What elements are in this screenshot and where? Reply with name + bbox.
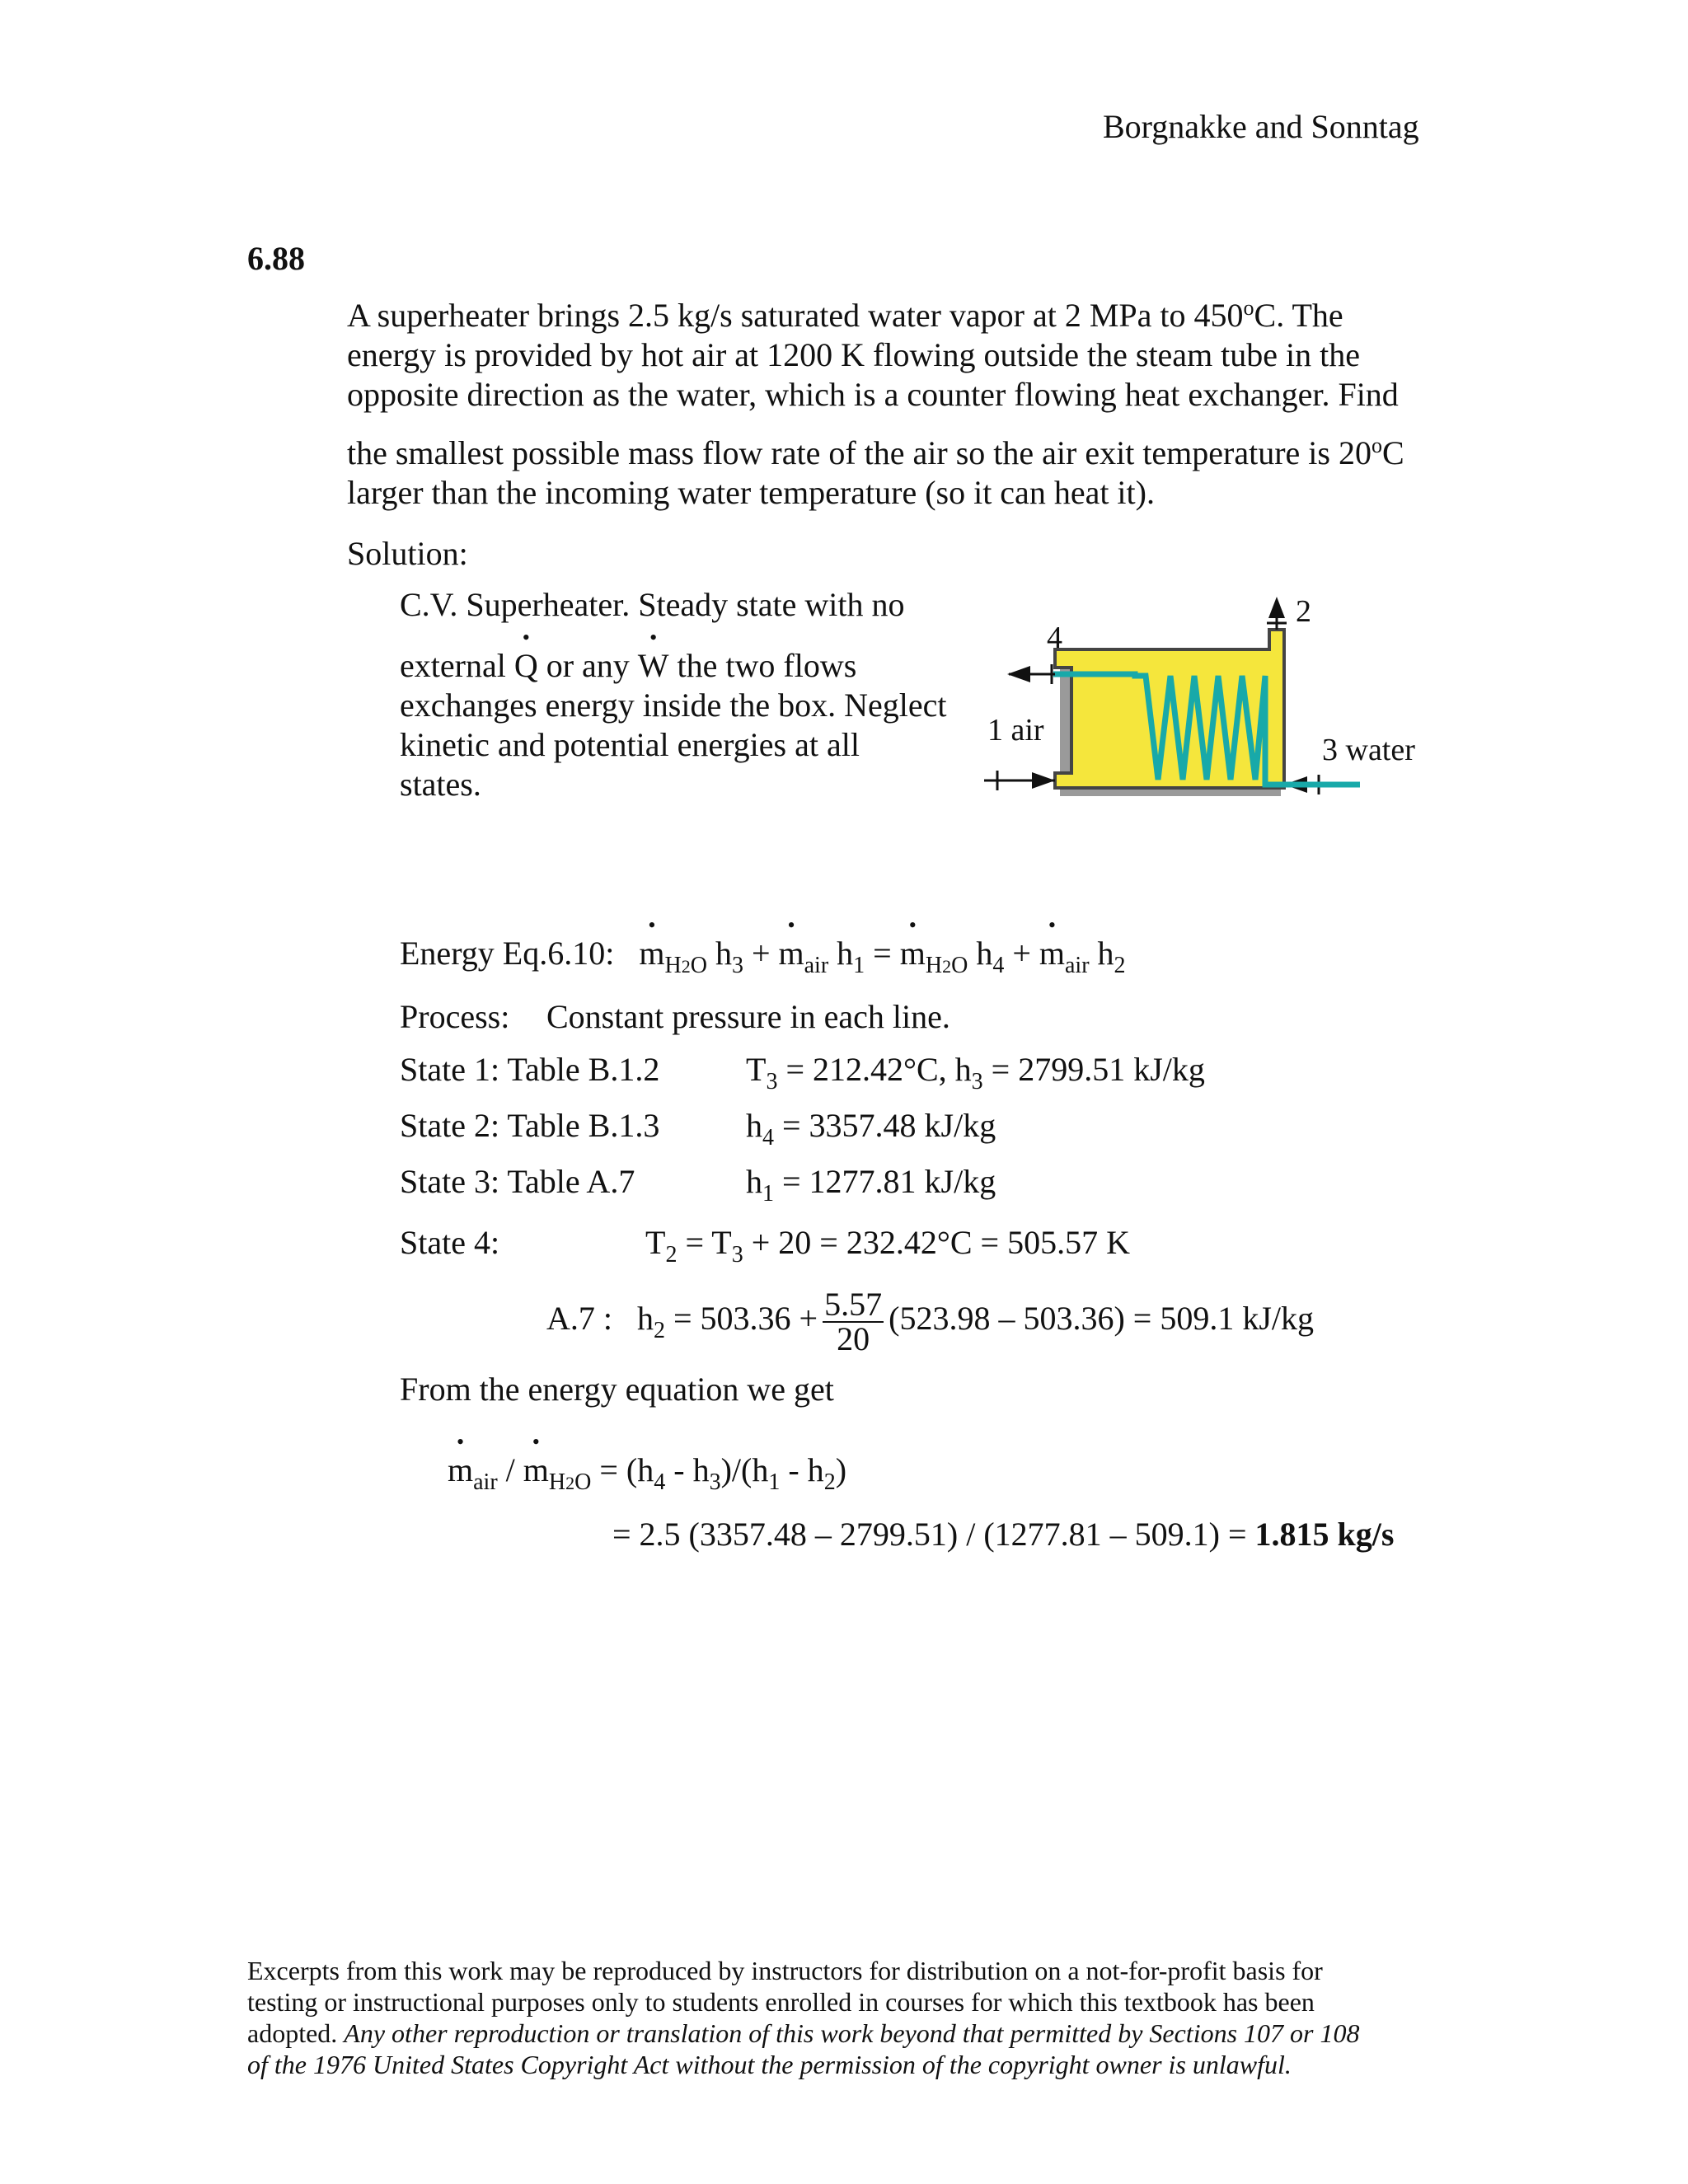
- problem-line-1: A superheater brings 2.5 kg/s saturated water vapor at 2 MPa to 450: [347, 297, 1244, 334]
- state-3-label: 3 water: [1322, 733, 1415, 767]
- footer-line-3-italic: Any other reproduction or translation of this work beyond that permitted by Sections 107 or 108: [344, 2018, 1360, 2048]
- state-2-equation: $h_4 = 3357.48$ kJ/kg: [746, 1107, 996, 1151]
- problem-statement: [347, 288, 1435, 513]
- cv-line-5: states.: [400, 766, 481, 803]
- arrow-2-head: [1268, 597, 1285, 618]
- copyright-footer: [247, 1955, 1442, 2080]
- cv-line-1: C.V. Superheater. Steady state with no: [400, 586, 905, 623]
- a7-label: A.7 :: [546, 1300, 612, 1337]
- state-3-label: State 3: Table A.7: [400, 1163, 635, 1200]
- final-answer: 1.815 kg/s: [1254, 1516, 1395, 1553]
- problem-line-4: the smallest possible mass flow rate of the air so the air exit temperature is 20: [347, 434, 1372, 471]
- energy-equation: Energy Eq.6.10: • $m_{H2O}$ $h_3$ + • $m_{air}$ $h_1$ = • $m_{H2O}$ $h_4$ + • $m_{air}$ $h_2$: [400, 934, 1126, 987]
- heat-exchanger-diagram: [973, 593, 1434, 808]
- footer-line-1: Excerpts from this work may be reproduced by instructors for distribution on a not-for-profit basis for: [247, 1956, 1323, 1985]
- q-dot-symbol: • Q: [514, 646, 538, 686]
- energy-eq-label: Energy Eq.6.10:: [400, 935, 615, 972]
- cv-line-2-a: external: [400, 647, 514, 684]
- w-dot-symbol: • W: [638, 646, 669, 686]
- problem-line-2: energy is provided by hot air at 1200 K flowing outside the steam tube in the: [347, 336, 1361, 373]
- problem-number: 6.88: [247, 240, 305, 277]
- cv-line-3: exchanges energy inside the box. Neglect: [400, 687, 947, 724]
- footer-line-3: adopted.: [247, 2018, 345, 2048]
- state-1-equation: $T_3 = 212.42^\circ C$, $h_3 = 2799.51$ kJ/kg: [746, 1051, 1205, 1094]
- problem-line-4-end: C: [1382, 434, 1404, 471]
- cv-line-4: kinetic and potential energies at all: [400, 726, 860, 763]
- heat-exchanger-box: [1055, 630, 1284, 788]
- degree-symbol: o: [1372, 434, 1382, 457]
- state-2-label: 2: [1296, 594, 1311, 629]
- problem-line-3: opposite direction as the water, which is a counter flowing heat exchanger. Find: [347, 376, 1399, 413]
- interpolation-fraction: $\frac{5.57}{20}$: [824, 1285, 883, 1357]
- footer-line-2: testing or instructional purposes only to students enrolled in courses for which this textbook has been: [247, 1987, 1315, 2017]
- arrow-4-head: [1007, 666, 1030, 682]
- final-result: = 2.5 (3357.48 – 2799.51) / (1277.81 – 509.1) = 1.815 kg/s: [612, 1516, 1395, 1553]
- process-label: Process:: [400, 998, 510, 1035]
- state-1-label: State 1: Table B.1.2: [400, 1051, 660, 1088]
- state-4-equation: $T_2 = T_3 + 20 = 232.42^\circ C = 505.57$ K: [645, 1224, 1130, 1268]
- from-energy-text: From the energy equation we get: [400, 1371, 834, 1408]
- cv-line-2-c: the two flows: [668, 647, 857, 684]
- arrow-1-head: [1032, 772, 1055, 789]
- state-3-equation: $h_1 = 1277.81$ kJ/kg: [746, 1163, 996, 1207]
- state-2-label: State 2: Table B.1.3: [400, 1107, 660, 1144]
- process-text: Constant pressure in each line.: [546, 998, 950, 1035]
- state-1-label: 1 air: [987, 713, 1044, 748]
- state-4-label: State 4:: [400, 1224, 500, 1261]
- degree-symbol: o: [1243, 296, 1254, 320]
- interpolation-equation: A.7 : $h_2 = 503.36$ + $\frac{5.57}{20}$ (523.98 – 503.36) = 509.1 kJ/kg: [546, 1285, 1315, 1357]
- mass-ratio-equation: • $m_{air}$ / • $m_{H2O} = (h_4 - h_3)/(h_1 - h_2)$: [448, 1451, 846, 1503]
- problem-line-1-end: C. The: [1254, 297, 1343, 334]
- solution-label: Solution:: [347, 535, 468, 572]
- cv-line-2-b: or any: [537, 647, 638, 684]
- control-volume-description: [400, 585, 977, 804]
- footer-line-4-italic: of the 1976 United States Copyright Act without the permission of the copyright owner is unlawful.: [247, 2050, 1292, 2079]
- problem-line-5: larger than the incoming water temperature (so it can heat it).: [347, 474, 1155, 511]
- state-4-label: 4: [1047, 621, 1062, 655]
- header-authors: Borgnakke and Sonntag: [1103, 108, 1419, 145]
